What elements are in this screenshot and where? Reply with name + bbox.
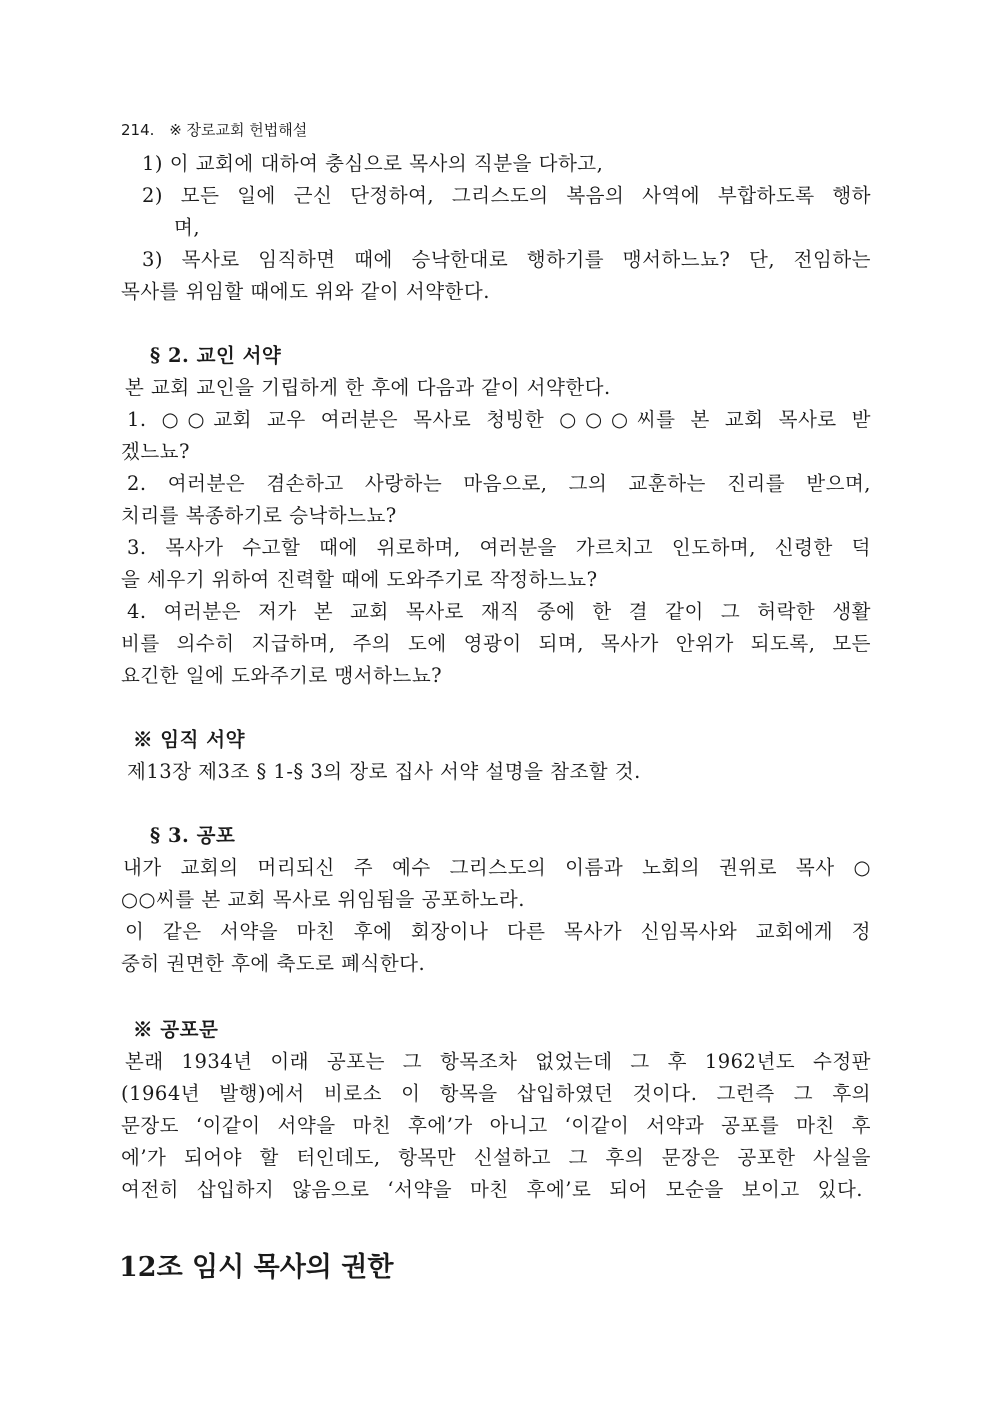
paragraph-line: 2) 모든 일에 근신 단정하여, 그리스도의 복음의 사역에 부합하도록 행하: [142, 184, 871, 207]
paragraph-line: 을 세우기 위하여 진력할 때에 도와주기로 작정하느뇨?: [121, 568, 598, 591]
section-heading: ※ 공포문: [133, 1018, 219, 1041]
paragraph-line: (1964년 발행)에서 비로소 이 항목을 삽입하였던 것이다. 그런즉 그 후의: [121, 1082, 871, 1105]
running-title: ※ 장로교회 헌법해설: [169, 121, 308, 139]
paragraph-line: 여전히 삽입하지 않음으로 ‘서약을 마친 후에’로 되어 모순을 보이고 있다.: [121, 1178, 863, 1201]
paragraph-line: 제13장 제3조 § 1-§ 3의 장로 집사 서약 설명을 참조할 것.: [127, 760, 641, 783]
section-heading: § 2. 교인 서약: [150, 344, 282, 367]
paragraph-line: 비를 의수히 지급하며, 주의 도에 영광이 되며, 목사가 안위가 되도록, 모든: [121, 632, 871, 655]
paragraph-line: 본래 1934년 이래 공포는 그 항목조차 없었는데 그 후 1962년도 수정판: [125, 1050, 871, 1073]
paragraph-line: 며,: [174, 216, 201, 239]
paragraph-line: 이 같은 서약을 마친 후에 회장이나 다른 목사가 신임목사와 교회에게 정: [125, 920, 871, 943]
paragraph-line: 치리를 복종하기로 승낙하느뇨?: [121, 504, 397, 527]
paragraph-line: ○○씨를 본 교회 목사로 위임됨을 공포하노라.: [121, 888, 525, 911]
paragraph-line: 목사를 위임할 때에도 위와 같이 서약한다.: [121, 280, 490, 303]
paragraph-line: 3) 목사로 임직하면 때에 승낙한대로 행하기를 맹서하느뇨? 단, 전임하는: [142, 248, 871, 271]
paragraph-line: 2. 여러분은 겸손하고 사랑하는 마음으로, 그의 교훈하는 진리를 받으며,: [127, 472, 871, 495]
section-heading: § 3. 공포: [150, 824, 236, 847]
paragraph-line: 겠느뇨?: [121, 440, 190, 463]
paragraph-line: 문장도 ‘이같이 서약을 마친 후에’가 아니고 ‘이같이 서약과 공포를 마친 후: [121, 1114, 871, 1137]
paragraph-line: 본 교회 교인을 기립하게 한 후에 다음과 같이 서약한다.: [125, 376, 611, 399]
article-title: 12조 임시 목사의 권한: [119, 1252, 394, 1283]
paragraph-line: 중히 권면한 후에 축도로 폐식한다.: [121, 952, 426, 975]
paragraph-line: 내가 교회의 머리되신 주 예수 그리스도의 이름과 노회의 권위로 목사 ○: [123, 856, 871, 879]
paragraph-line: 4. 여러분은 저가 본 교회 목사로 재직 중에 한 결 같이 그 허락한 생활: [127, 600, 871, 623]
paragraph-line: 3. 목사가 수고할 때에 위로하며, 여러분을 가르치고 인도하며, 신령한 덕: [127, 536, 871, 559]
paragraph-line: 1) 이 교회에 대하여 충심으로 목사의 직분을 다하고,: [142, 152, 604, 175]
paragraph-line: 에’가 되어야 할 터인데도, 항목만 신설하고 그 후의 문장은 공포한 사실을: [121, 1146, 871, 1169]
page-number: 214.: [121, 121, 155, 139]
paragraph-line: 1. ○○교회 교우 여러분은 목사로 청빙한 ○○○씨를 본 교회 목사로 받: [127, 408, 871, 431]
paragraph-line: 요긴한 일에 도와주기로 맹서하느뇨?: [121, 664, 443, 687]
running-header: [121, 119, 307, 140]
section-heading: ※ 임직 서약: [133, 728, 245, 751]
